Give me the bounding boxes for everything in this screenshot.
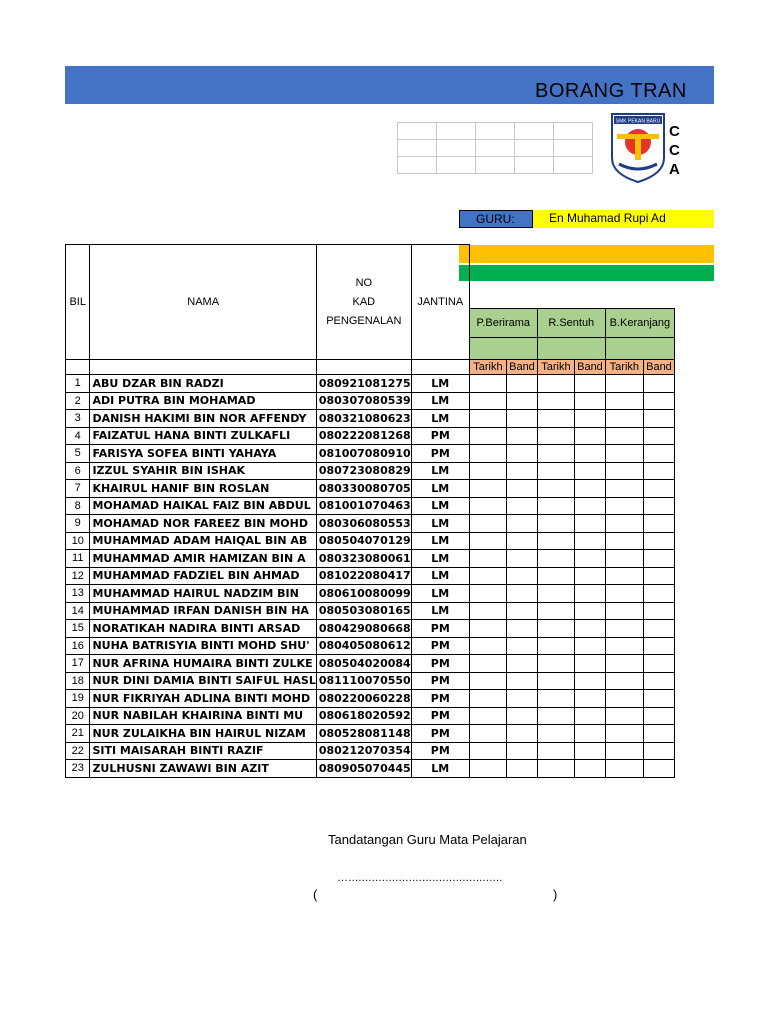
tarikh-cell[interactable] xyxy=(469,742,506,760)
row-bil: 16 xyxy=(66,637,90,655)
row-bil: 2 xyxy=(66,392,90,410)
tarikh-cell[interactable] xyxy=(537,392,574,410)
row-jantina: PM xyxy=(411,707,469,725)
row-jantina: PM xyxy=(411,690,469,708)
band-cell[interactable] xyxy=(575,620,606,638)
tarikh-cell[interactable] xyxy=(469,427,506,445)
table-row xyxy=(66,480,675,498)
row-kad-pengenalan: 080504020084 xyxy=(316,655,411,673)
tarikh-cell[interactable] xyxy=(605,515,643,533)
row-jantina: PM xyxy=(411,445,469,463)
row-kad-pengenalan: 080405080612 xyxy=(316,637,411,655)
subject-b-keranjang: B.Keranjang xyxy=(605,309,674,338)
band-cell[interactable] xyxy=(507,480,538,498)
tarikh-cell[interactable] xyxy=(469,725,506,743)
tarikh-cell[interactable] xyxy=(605,707,643,725)
band-cell[interactable] xyxy=(507,707,538,725)
band-cell[interactable] xyxy=(575,672,606,690)
tarikh-cell[interactable] xyxy=(469,637,506,655)
tarikh-cell[interactable] xyxy=(537,445,574,463)
row-kad-pengenalan: 081110070550 xyxy=(316,672,411,690)
row-kad-pengenalan: 080306080553 xyxy=(316,515,411,533)
row-bil: 22 xyxy=(66,742,90,760)
band-cell[interactable] xyxy=(507,497,538,515)
band-cell[interactable] xyxy=(643,427,674,445)
tarikh-cell[interactable] xyxy=(537,427,574,445)
band-cell[interactable] xyxy=(507,567,538,585)
row-bil: 8 xyxy=(66,497,90,515)
tarikh-cell[interactable] xyxy=(605,497,643,515)
table-row xyxy=(66,585,675,603)
band-cell[interactable] xyxy=(643,707,674,725)
table-row xyxy=(66,602,675,620)
band-cell[interactable] xyxy=(575,637,606,655)
tarikh-cell[interactable] xyxy=(605,672,643,690)
table-row xyxy=(66,445,675,463)
header-tarikh: Tarikh xyxy=(537,360,574,375)
tarikh-cell[interactable] xyxy=(537,462,574,480)
band-cell[interactable] xyxy=(507,445,538,463)
tarikh-cell[interactable] xyxy=(605,602,643,620)
tarikh-cell[interactable] xyxy=(605,550,643,568)
band-cell[interactable] xyxy=(643,410,674,428)
band-cell[interactable] xyxy=(575,760,606,778)
header-jantina: JANTINA xyxy=(411,245,469,360)
band-cell[interactable] xyxy=(575,515,606,533)
tarikh-cell[interactable] xyxy=(605,725,643,743)
table-row xyxy=(66,567,675,585)
row-nama: MOHAMAD HAIKAL FAIZ BIN ABDUL xyxy=(90,497,316,515)
table-row xyxy=(66,427,675,445)
band-cell[interactable] xyxy=(643,497,674,515)
band-cell[interactable] xyxy=(575,707,606,725)
band-cell[interactable] xyxy=(643,550,674,568)
tarikh-cell[interactable] xyxy=(537,620,574,638)
table-row xyxy=(66,655,675,673)
band-cell[interactable] xyxy=(643,672,674,690)
tarikh-cell[interactable] xyxy=(537,480,574,498)
table-row xyxy=(66,410,675,428)
row-nama: ZULHUSNI ZAWAWI BIN AZIT xyxy=(90,760,316,778)
row-nama: DANISH HAKIMI BIN NOR AFFENDY xyxy=(90,410,316,428)
row-bil: 12 xyxy=(66,567,90,585)
row-nama: ADI PUTRA BIN MOHAMAD xyxy=(90,392,316,410)
tarikh-cell[interactable] xyxy=(469,620,506,638)
row-nama: NUR DINI DAMIA BINTI SAIFUL HASL xyxy=(90,672,316,690)
band-cell[interactable] xyxy=(643,462,674,480)
tarikh-cell[interactable] xyxy=(537,585,574,603)
table-row xyxy=(66,392,675,410)
band-cell[interactable] xyxy=(507,532,538,550)
tarikh-cell[interactable] xyxy=(537,742,574,760)
band-cell[interactable] xyxy=(575,725,606,743)
row-bil: 9 xyxy=(66,515,90,533)
band-cell[interactable] xyxy=(643,620,674,638)
band-cell[interactable] xyxy=(575,567,606,585)
row-nama: NUR AFRINA HUMAIRA BINTI ZULKE xyxy=(90,655,316,673)
row-kad-pengenalan: 080618020592 xyxy=(316,707,411,725)
row-jantina: LM xyxy=(411,760,469,778)
band-cell[interactable] xyxy=(575,497,606,515)
row-jantina: PM xyxy=(411,620,469,638)
band-cell[interactable] xyxy=(643,725,674,743)
band-cell[interactable] xyxy=(575,410,606,428)
tarikh-cell[interactable] xyxy=(469,567,506,585)
row-bil: 10 xyxy=(66,532,90,550)
logo-side-letters: C C A xyxy=(669,123,680,178)
subject-spacer xyxy=(537,338,605,360)
table-row xyxy=(66,637,675,655)
band-cell[interactable] xyxy=(575,462,606,480)
subject-spacer xyxy=(469,338,537,360)
tarikh-cell[interactable] xyxy=(469,445,506,463)
tarikh-band-header-row xyxy=(66,360,675,375)
tarikh-cell[interactable] xyxy=(537,532,574,550)
band-cell[interactable] xyxy=(643,392,674,410)
row-kad-pengenalan: 080610080099 xyxy=(316,585,411,603)
tarikh-cell[interactable] xyxy=(605,410,643,428)
band-cell[interactable] xyxy=(507,760,538,778)
band-cell[interactable] xyxy=(507,725,538,743)
tarikh-cell[interactable] xyxy=(605,760,643,778)
band-cell[interactable] xyxy=(643,480,674,498)
row-bil: 15 xyxy=(66,620,90,638)
row-kad-pengenalan: 081022080417 xyxy=(316,567,411,585)
tarikh-cell[interactable] xyxy=(537,707,574,725)
band-cell[interactable] xyxy=(575,480,606,498)
tarikh-cell[interactable] xyxy=(537,497,574,515)
tarikh-cell[interactable] xyxy=(469,707,506,725)
band-cell[interactable] xyxy=(643,585,674,603)
band-cell[interactable] xyxy=(643,567,674,585)
row-kad-pengenalan: 080321080623 xyxy=(316,410,411,428)
row-nama: IZZUL SYAHIR BIN ISHAK xyxy=(90,462,316,480)
table-row xyxy=(66,550,675,568)
row-jantina: LM xyxy=(411,585,469,603)
band-cell[interactable] xyxy=(575,375,606,393)
row-bil: 19 xyxy=(66,690,90,708)
band-cell[interactable] xyxy=(575,445,606,463)
band-cell[interactable] xyxy=(575,655,606,673)
band-cell[interactable] xyxy=(643,760,674,778)
tarikh-cell[interactable] xyxy=(537,637,574,655)
header-band: Band xyxy=(575,360,606,375)
band-cell[interactable] xyxy=(643,375,674,393)
table-row xyxy=(66,497,675,515)
tarikh-cell[interactable] xyxy=(469,550,506,568)
tarikh-cell[interactable] xyxy=(469,690,506,708)
band-cell[interactable] xyxy=(507,410,538,428)
band-cell[interactable] xyxy=(643,602,674,620)
row-nama: MUHAMMAD ADAM HAIQAL BIN AB xyxy=(90,532,316,550)
row-nama: MUHAMMAD IRFAN DANISH BIN HA xyxy=(90,602,316,620)
table-row xyxy=(66,515,675,533)
table-row xyxy=(66,462,675,480)
row-nama: FARISYA SOFEA BINTI YAHAYA xyxy=(90,445,316,463)
row-kad-pengenalan: 080921081275 xyxy=(316,375,411,393)
tarikh-cell[interactable] xyxy=(537,515,574,533)
tarikh-cell[interactable] xyxy=(605,532,643,550)
band-cell[interactable] xyxy=(507,655,538,673)
tarikh-cell[interactable] xyxy=(605,375,643,393)
row-nama: KHAIRUL HANIF BIN ROSLAN xyxy=(90,480,316,498)
tarikh-cell[interactable] xyxy=(605,445,643,463)
tarikh-cell[interactable] xyxy=(469,410,506,428)
band-cell[interactable] xyxy=(643,742,674,760)
row-kad-pengenalan: 080307080539 xyxy=(316,392,411,410)
tarikh-cell[interactable] xyxy=(605,742,643,760)
subject-spacer xyxy=(605,338,674,360)
band-cell[interactable] xyxy=(507,690,538,708)
table-row xyxy=(66,742,675,760)
band-cell[interactable] xyxy=(643,445,674,463)
tarikh-cell[interactable] xyxy=(537,550,574,568)
row-bil: 7 xyxy=(66,480,90,498)
row-jantina: LM xyxy=(411,532,469,550)
row-nama: MUHAMMAD HAIRUL NADZIM BIN xyxy=(90,585,316,603)
tarikh-cell[interactable] xyxy=(469,515,506,533)
table-row xyxy=(66,707,675,725)
band-cell[interactable] xyxy=(507,602,538,620)
row-bil: 5 xyxy=(66,445,90,463)
tarikh-cell[interactable] xyxy=(605,462,643,480)
tarikh-cell[interactable] xyxy=(537,672,574,690)
row-nama: NUR NABILAH KHAIRINA BINTI MU xyxy=(90,707,316,725)
subject-r-sentuh: R.Sentuh xyxy=(537,309,605,338)
subject-p-berirama: P.Berirama xyxy=(469,309,537,338)
signature-close-paren: ) xyxy=(553,887,558,902)
tarikh-cell[interactable] xyxy=(469,585,506,603)
tarikh-cell[interactable] xyxy=(469,532,506,550)
table-row xyxy=(66,760,675,778)
row-kad-pengenalan: 080323080061 xyxy=(316,550,411,568)
row-jantina: PM xyxy=(411,742,469,760)
tarikh-cell[interactable] xyxy=(469,480,506,498)
band-cell[interactable] xyxy=(643,637,674,655)
tarikh-cell[interactable] xyxy=(605,427,643,445)
band-cell[interactable] xyxy=(507,620,538,638)
row-bil: 18 xyxy=(66,672,90,690)
tarikh-cell[interactable] xyxy=(605,637,643,655)
tarikh-cell[interactable] xyxy=(469,655,506,673)
form-title: BORANG TRAN xyxy=(535,80,687,102)
tarikh-cell[interactable] xyxy=(605,480,643,498)
tarikh-cell[interactable] xyxy=(469,497,506,515)
band-cell[interactable] xyxy=(507,550,538,568)
tarikh-cell[interactable] xyxy=(605,585,643,603)
band-cell[interactable] xyxy=(507,515,538,533)
row-nama: FAIZATUL HANA BINTI ZULKAFLI xyxy=(90,427,316,445)
row-nama: NORATIKAH NADIRA BINTI ARSAD xyxy=(90,620,316,638)
band-cell[interactable] xyxy=(507,672,538,690)
row-kad-pengenalan: 080429080668 xyxy=(316,620,411,638)
band-cell[interactable] xyxy=(575,427,606,445)
row-bil: 17 xyxy=(66,655,90,673)
band-cell[interactable] xyxy=(507,742,538,760)
tarikh-cell[interactable] xyxy=(537,760,574,778)
header-nama: NAMA xyxy=(90,245,316,360)
tarikh-cell[interactable] xyxy=(537,655,574,673)
row-jantina: PM xyxy=(411,637,469,655)
row-jantina: PM xyxy=(411,672,469,690)
tarikh-cell[interactable] xyxy=(605,655,643,673)
header-info-grid xyxy=(397,122,593,174)
tarikh-cell[interactable] xyxy=(605,567,643,585)
row-kad-pengenalan: 080723080829 xyxy=(316,462,411,480)
row-jantina: PM xyxy=(411,427,469,445)
band-cell[interactable] xyxy=(643,655,674,673)
table-row xyxy=(66,672,675,690)
band-cell[interactable] xyxy=(575,532,606,550)
row-nama: NUR FIKRIYAH ADLINA BINTI MOHD xyxy=(90,690,316,708)
tarikh-cell[interactable] xyxy=(537,602,574,620)
tarikh-cell[interactable] xyxy=(537,725,574,743)
row-nama: MOHAMAD NOR FAREEZ BIN MOHD xyxy=(90,515,316,533)
tarikh-cell[interactable] xyxy=(469,375,506,393)
row-bil: 6 xyxy=(66,462,90,480)
tarikh-cell[interactable] xyxy=(605,690,643,708)
signature-open-paren: ( xyxy=(313,887,318,902)
row-bil: 11 xyxy=(66,550,90,568)
guru-label: GURU: xyxy=(459,210,533,228)
row-bil: 3 xyxy=(66,410,90,428)
band-cell[interactable] xyxy=(507,462,538,480)
header-band: Band xyxy=(643,360,674,375)
row-jantina: LM xyxy=(411,375,469,393)
row-bil: 13 xyxy=(66,585,90,603)
header-band-area xyxy=(469,245,674,309)
row-nama: NUR ZULAIKHA BIN HAIRUL NIZAM xyxy=(90,725,316,743)
row-kad-pengenalan: 081001070463 xyxy=(316,497,411,515)
guru-name-field[interactable]: En Muhamad Rupi Ad xyxy=(533,210,714,228)
tarikh-cell[interactable] xyxy=(605,392,643,410)
band-cell[interactable] xyxy=(575,602,606,620)
header-kad-pengenalan: NO KAD PENGENALAN xyxy=(316,245,411,360)
tarikh-cell[interactable] xyxy=(537,410,574,428)
row-nama: ABU DZAR BIN RADZI xyxy=(90,375,316,393)
row-kad-pengenalan: 081007080910 xyxy=(316,445,411,463)
tarikh-cell[interactable] xyxy=(469,602,506,620)
row-nama: NUHA BATRISYIA BINTI MOHD SHU' xyxy=(90,637,316,655)
band-cell[interactable] xyxy=(507,392,538,410)
header-bil: BIL xyxy=(66,245,90,360)
band-cell[interactable] xyxy=(507,375,538,393)
band-cell[interactable] xyxy=(575,690,606,708)
signature-dotted-line: ….............................................. xyxy=(337,872,503,884)
table-row xyxy=(66,375,675,393)
row-jantina: LM xyxy=(411,497,469,515)
row-nama: MUHAMMAD AMIR HAMIZAN BIN A xyxy=(90,550,316,568)
row-jantina: LM xyxy=(411,550,469,568)
row-kad-pengenalan: 080504070129 xyxy=(316,532,411,550)
row-bil: 20 xyxy=(66,707,90,725)
row-jantina: LM xyxy=(411,462,469,480)
row-jantina: LM xyxy=(411,567,469,585)
band-cell[interactable] xyxy=(507,427,538,445)
header-band: Band xyxy=(507,360,538,375)
row-kad-pengenalan: 080220060228 xyxy=(316,690,411,708)
row-bil: 4 xyxy=(66,427,90,445)
row-bil: 21 xyxy=(66,725,90,743)
row-jantina: LM xyxy=(411,602,469,620)
tarikh-cell[interactable] xyxy=(469,392,506,410)
tarikh-cell[interactable] xyxy=(537,567,574,585)
band-cell[interactable] xyxy=(575,742,606,760)
tarikh-cell[interactable] xyxy=(537,375,574,393)
tarikh-cell[interactable] xyxy=(469,462,506,480)
table-row xyxy=(66,690,675,708)
row-bil: 23 xyxy=(66,760,90,778)
signature-label: Tandatangan Guru Mata Pelajaran xyxy=(328,832,527,847)
row-jantina: LM xyxy=(411,515,469,533)
row-jantina: PM xyxy=(411,655,469,673)
tarikh-cell[interactable] xyxy=(605,620,643,638)
band-cell[interactable] xyxy=(575,392,606,410)
row-nama: MUHAMMAD FADZIEL BIN AHMAD xyxy=(90,567,316,585)
row-kad-pengenalan: 080330080705 xyxy=(316,480,411,498)
student-table xyxy=(65,244,675,778)
table-row xyxy=(66,532,675,550)
band-cell[interactable] xyxy=(643,515,674,533)
band-cell[interactable] xyxy=(507,585,538,603)
logo-top-text: SMK PEKAN BARU xyxy=(615,118,661,125)
row-kad-pengenalan: 080905070445 xyxy=(316,760,411,778)
band-cell[interactable] xyxy=(575,585,606,603)
row-jantina: LM xyxy=(411,392,469,410)
band-cell[interactable] xyxy=(643,690,674,708)
band-cell[interactable] xyxy=(507,637,538,655)
row-kad-pengenalan: 080212070354 xyxy=(316,742,411,760)
row-bil: 14 xyxy=(66,602,90,620)
row-kad-pengenalan: 080222081268 xyxy=(316,427,411,445)
tarikh-cell[interactable] xyxy=(469,760,506,778)
tarikh-cell[interactable] xyxy=(469,672,506,690)
row-kad-pengenalan: 080503080165 xyxy=(316,602,411,620)
band-cell[interactable] xyxy=(575,550,606,568)
row-bil: 1 xyxy=(66,375,90,393)
tarikh-cell[interactable] xyxy=(537,690,574,708)
row-kad-pengenalan: 080528081148 xyxy=(316,725,411,743)
school-crest-logo xyxy=(609,112,667,184)
band-cell[interactable] xyxy=(643,532,674,550)
header-tarikh: Tarikh xyxy=(469,360,506,375)
table-row xyxy=(66,620,675,638)
row-jantina: PM xyxy=(411,725,469,743)
row-jantina: LM xyxy=(411,410,469,428)
row-nama: SITI MAISARAH BINTI RAZIF xyxy=(90,742,316,760)
table-row xyxy=(66,725,675,743)
row-jantina: LM xyxy=(411,480,469,498)
header-tarikh: Tarikh xyxy=(605,360,643,375)
